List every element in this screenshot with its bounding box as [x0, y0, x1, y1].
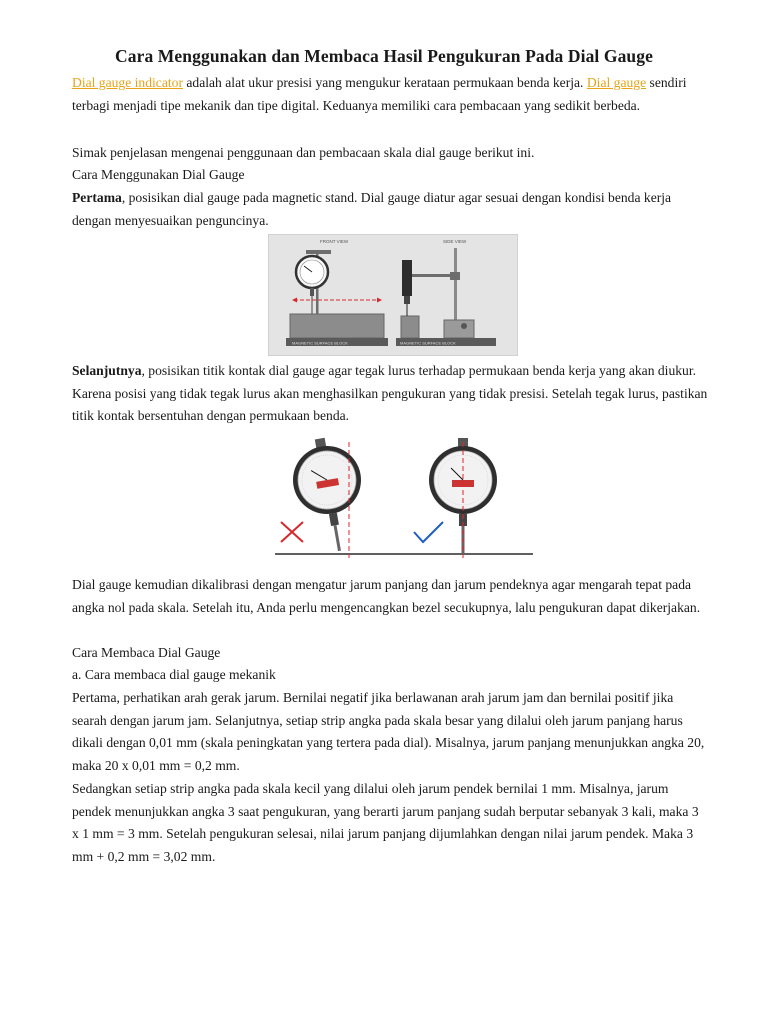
- intro-paragraph: [72, 72, 708, 117]
- intro-text-2: sendiri terbagi menjadi tipe mekanik dan tipe digital. Keduanya memiliki cara pembacaan yang sedikit berbeda.: [72, 75, 687, 113]
- dial-gauge-link[interactable]: Dial gauge: [586, 75, 647, 90]
- step-2-paragraph: [72, 360, 708, 428]
- read-paragraph-2: Sedangkan setiap strip angka pada skala kecil yang dilalui oleh jarum pendek bernilai 1 mm. Misalnya, jarum pendek menunjukkan angka 3 saat pengukuran, yang berarti jarum panjang sudah berputar sebanyak 3 kali, maka 3 x 1 mm = 3 mm. Setelah pengukuran selesai, nilai jarum panjang dijumlahkan dengan nilai jarum pendek. Maka 3 mm + 0,2 mm = 3,02 mm.: [72, 781, 699, 864]
- base-left-label: MAGNETIC SURFACE BLOCK: [292, 340, 348, 346]
- step-1-paragraph: [72, 187, 708, 232]
- front-view-label: FRONT VIEW: [320, 239, 349, 244]
- heading-mekanik: a. Cara membaca dial gauge mekanik: [72, 667, 276, 682]
- step-1-bold: Pertama: [72, 190, 122, 205]
- heading-menggunakan: Cara Menggunakan Dial Gauge: [72, 167, 245, 182]
- page-title: Cara Menggunakan dan Membaca Hasil Pengukuran Pada Dial Gauge: [115, 46, 653, 66]
- side-view-label: SIDE VIEW: [443, 239, 467, 244]
- heading-membaca: Cara Membaca Dial Gauge: [72, 645, 221, 660]
- step-1-text: , posisikan dial gauge pada magnetic stand. Dial gauge diatur agar sesuai dengan kondisi benda kerja dengan menyesuaikan penguncinya.: [72, 190, 672, 228]
- step-2-bold: Selanjutnya: [72, 363, 142, 378]
- perpendicular-figure: [275, 436, 533, 560]
- magnetic-stand-figure: [268, 234, 518, 356]
- straight-dial-gauge: [429, 438, 497, 553]
- step-3-paragraph: Dial gauge kemudian dikalibrasi dengan mengatur jarum panjang dan jarum pendeknya agar mengarah tepat pada angka nol pada skala. Setelah itu, Anda perlu mengencangkan bezel secukupnya, lalu pengukuran dapat dikerjakan.: [72, 577, 701, 615]
- dial-gauge-indicator-link[interactable]: Dial gauge indicator: [72, 75, 183, 90]
- check-icon: [414, 522, 443, 542]
- base-right-label: MAGNETIC SURFACE BLOCK: [400, 340, 456, 346]
- intro-text-1: adalah alat ukur presisi yang mengukur kerataan permukaan benda kerja.: [182, 75, 587, 90]
- read-paragraph-1: Pertama, perhatikan arah gerak jarum. Bernilai negatif jika berlawanan arah jarum jam dan bernilai positif jika searah dengan jarum jam. Selanjutnya, setiap strip angka pada skala besar yang dilalui oleh jarum panjang harus dikali dengan 0,01 mm (skala peningkatan yang tertera pada dial). Misalnya, jarum panjang menunjukkan angka 20, maka 20 x 0,01 mm = 0,2 mm.: [72, 690, 705, 773]
- intro-paragraph-2: Simak penjelasan mengenai penggunaan dan pembacaan skala dial gauge berikut ini.: [72, 145, 535, 160]
- step-2-text: , posisikan titik kontak dial gauge agar tegak lurus terhadap permukaan benda kerja yang akan diukur. Karena posisi yang tidak tegak lurus akan menghasilkan pengukuran yang tidak presisi. Setelah tegak lurus, pastikan titik kontak bersentuhan dengan permukaan benda.: [72, 363, 708, 424]
